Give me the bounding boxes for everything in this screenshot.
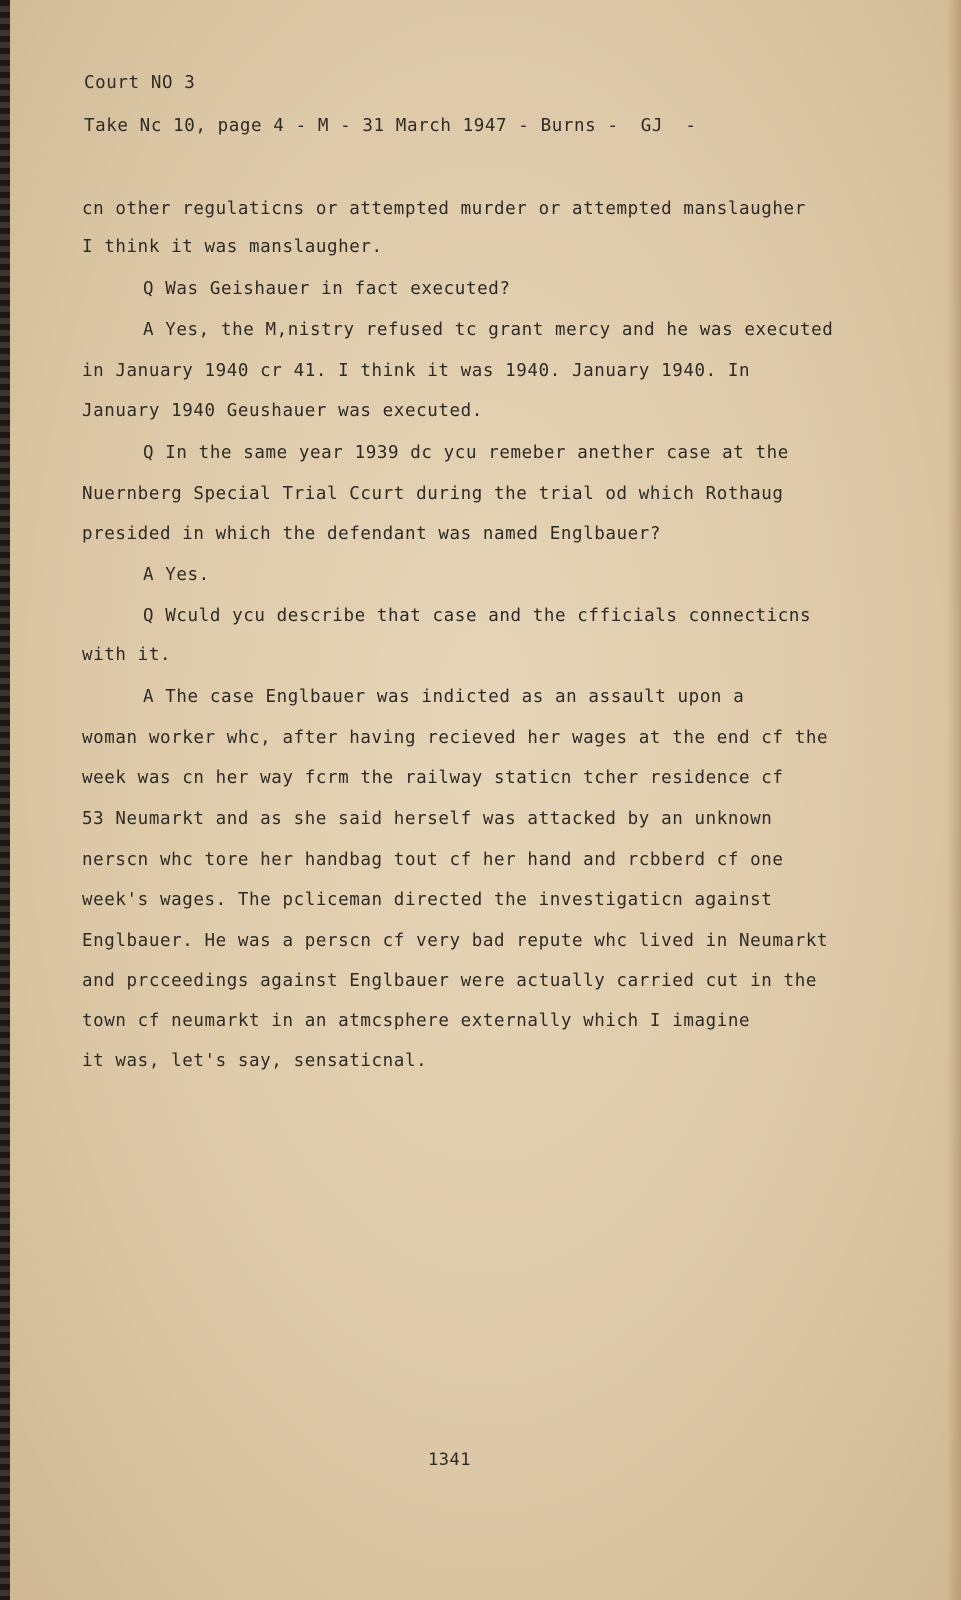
- transcript-line: week's wages. The pcliceman directed the investigaticn against: [82, 890, 773, 910]
- transcript-question: Q Wculd ycu describe that case and the cfficials connecticns: [143, 606, 812, 626]
- take-heading: Take Nc 10, page 4 - M - 31 March 1947 - Burns - GJ -: [84, 116, 697, 136]
- transcript-question: Q In the same year 1939 dc ycu remeber anether case at the: [143, 443, 789, 463]
- transcript-line: with it.: [82, 645, 172, 665]
- transcript-line: in January 1940 cr 41. I think it was 1940. January 1940. In: [82, 361, 751, 381]
- transcript-line: woman worker whc, after having recieved her wages at the end cf the: [82, 728, 829, 748]
- binding-edge: [0, 0, 10, 1600]
- transcript-line: January 1940 Geushauer was executed.: [82, 401, 483, 421]
- transcript-line: nerscn whc tore her handbag tout cf her hand and rcbberd cf one: [82, 850, 784, 870]
- transcript-line: presided in which the defendant was named Englbauer?: [82, 524, 662, 544]
- transcript-answer: A Yes.: [143, 565, 210, 585]
- transcript-line: 53 Neumarkt and as she said herself was attacked by an unknown: [82, 809, 773, 829]
- transcript-question: Q Was Geishauer in fact executed?: [143, 279, 511, 299]
- document-page: [10, 0, 961, 1600]
- transcript-line: Englbauer. He was a perscn cf very bad repute whc lived in Neumarkt: [82, 931, 829, 951]
- transcript-answer: A The case Englbauer was indicted as an assault upon a: [143, 687, 745, 707]
- transcript-line: and prcceedings against Englbauer were actually carried cut in the: [82, 971, 817, 991]
- transcript-line: Nuernberg Special Trial Ccurt during the trial od which Rothaug: [82, 484, 784, 504]
- transcript-line: week was cn her way fcrm the railway staticn tcher residence cf: [82, 768, 784, 788]
- transcript-line: it was, let's say, sensaticnal.: [82, 1051, 428, 1071]
- transcript-line: town cf neumarkt in an atmcsphere externally which I imagine: [82, 1011, 751, 1031]
- transcript-answer: A Yes, the M,nistry refused tc grant mercy and he was executed: [143, 320, 834, 340]
- transcript-line: I think it was manslaugher.: [82, 237, 383, 257]
- court-heading: Court NO 3: [84, 73, 196, 93]
- page-edge-shadow: [947, 0, 961, 1600]
- page-number: 1341: [428, 1450, 471, 1470]
- transcript-line: cn other regulaticns or attempted murder or attempted manslaugher: [82, 199, 806, 219]
